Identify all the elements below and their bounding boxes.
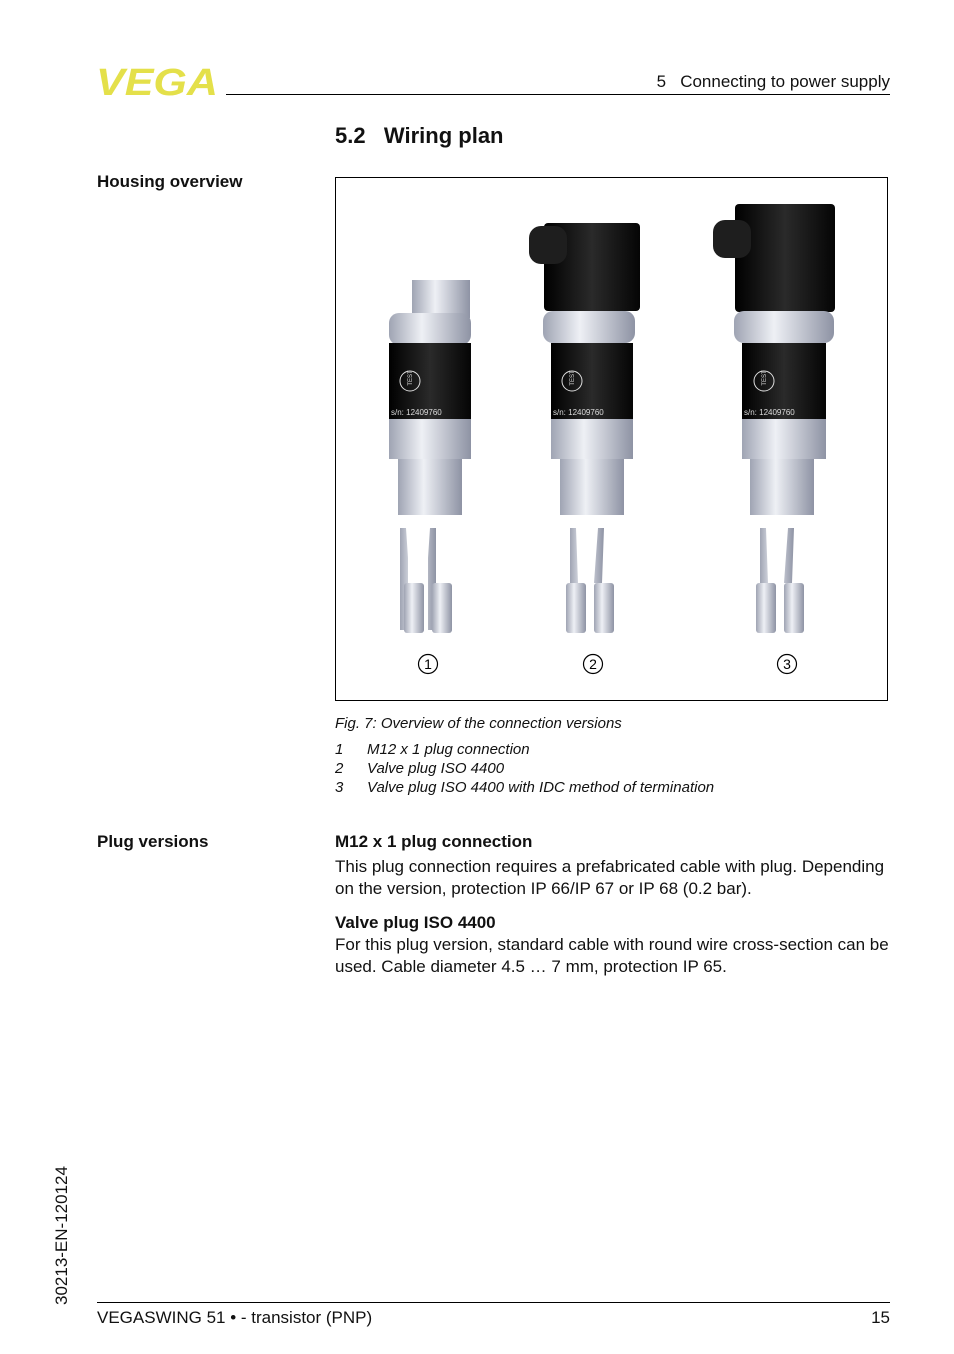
- callout-3: [778, 655, 797, 674]
- serial-1: s/n: 12409760: [391, 408, 442, 417]
- valve-plug-heading: Valve plug ISO 4400: [335, 913, 496, 932]
- svg-text:3: 3: [783, 656, 791, 672]
- logo-text: VEGA: [96, 64, 218, 98]
- chapter-title: 5 Connecting to power supply: [656, 72, 890, 91]
- legend-number: 2: [335, 760, 344, 777]
- test-label-3: TEST: [762, 370, 768, 386]
- legend-text: Valve plug ISO 4400: [367, 760, 505, 777]
- header-rule: [226, 94, 890, 95]
- test-label-2: TEST: [570, 370, 576, 386]
- section-title: 5.2 Wiring plan: [335, 123, 504, 148]
- callout-1: [419, 655, 438, 674]
- serial-3: s/n: 12409760: [744, 408, 795, 417]
- page-number: 15: [871, 1308, 890, 1327]
- legend-number: 3: [335, 779, 344, 796]
- housing-overview-label: Housing overview: [97, 172, 243, 191]
- plug-versions-label: Plug versions: [97, 832, 209, 851]
- figure-legend: [335, 741, 714, 798]
- test-label-1: TEST: [408, 370, 414, 386]
- document-id: 30213-EN-120124: [52, 1166, 71, 1305]
- device-m12: [389, 280, 471, 633]
- legend-text: Valve plug ISO 4400 with IDC method of termination: [367, 779, 715, 796]
- footer-rule: [97, 1302, 890, 1303]
- footer-product: VEGASWING 51 • - transistor (PNP): [97, 1308, 373, 1327]
- figure-housing-overview: [335, 177, 888, 701]
- legend-item: [335, 760, 714, 779]
- valve-plug-paragraph: For this plug version, standard cable with round wire cross-section can be used. Cable diameter 4.5 … 7 mm, protection IP 65.: [335, 935, 889, 976]
- legend-text: M12 x 1 plug connection: [367, 741, 530, 758]
- m12-paragraph: This plug connection requires a prefabricated cable with plug. Depending on the version, protection IP 66/IP 67 or IP 68 (0.2 bar).: [335, 857, 885, 898]
- serial-2: s/n: 12409760: [553, 408, 604, 417]
- device-valve-plug-idc: [713, 204, 835, 633]
- device-valve-plug: [529, 223, 640, 633]
- figure-caption: Fig. 7: Overview of the connection versions: [335, 715, 622, 732]
- svg-text:1: 1: [424, 656, 432, 672]
- callout-2: [584, 655, 603, 674]
- legend-number: 1: [335, 741, 344, 758]
- vega-logo: [96, 64, 220, 98]
- legend-item: [335, 741, 714, 760]
- legend-item: [335, 779, 714, 798]
- svg-text:2: 2: [589, 656, 597, 672]
- m12-heading: M12 x 1 plug connection: [335, 832, 533, 851]
- devices-illustration: [336, 178, 889, 702]
